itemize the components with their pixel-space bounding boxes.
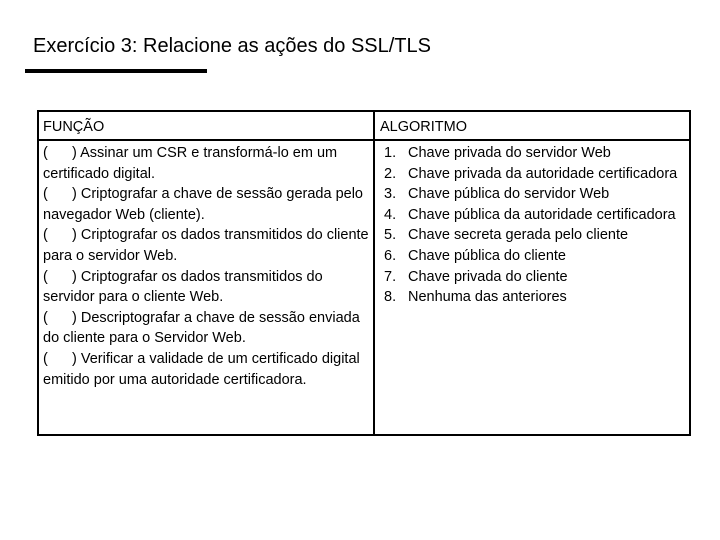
algoritmo-item: [384, 225, 684, 246]
answer-blank[interactable]: ( ): [43, 186, 77, 203]
algoritmo-number: 3.: [384, 186, 397, 203]
algoritmo-text: Chave pública da autoridade certificadora: [408, 206, 676, 223]
algoritmo-item: [384, 267, 684, 288]
funcao-text: Criptografar os dados transmitidos do cliente para o servidor Web.: [43, 227, 369, 264]
algoritmos-list: [384, 143, 684, 308]
funcoes-list: [43, 143, 369, 390]
algoritmo-number: 7.: [384, 268, 397, 285]
funcao-text: Verificar a validade de um certificado digital emitido por uma autoridade certificadora.: [43, 350, 360, 388]
algoritmo-number: 8.: [384, 289, 397, 306]
answer-blank[interactable]: ( ): [43, 145, 77, 161]
algoritmo-text: Chave pública do cliente: [408, 247, 566, 264]
funcao-item: [43, 308, 369, 349]
algoritmo-text: Chave privada da autoridade certificadora: [408, 165, 678, 182]
algoritmo-text: Chave pública do servidor Web: [408, 186, 610, 203]
algoritmo-item: [384, 246, 684, 267]
algoritmo-text: Chave privada do cliente: [408, 268, 568, 285]
funcao-text: Assinar um CSR e transformá-lo em um certificado digital.: [43, 145, 338, 182]
algoritmo-item: [384, 205, 684, 226]
funcao-text: Criptografar a chave de sessão gerada pelo navegador Web (cliente).: [43, 186, 363, 223]
header-funcao: FUNÇÃO: [43, 119, 105, 135]
funcao-item: [43, 349, 369, 390]
algoritmo-number: 2.: [384, 165, 397, 182]
algoritmo-text: Chave privada do servidor Web: [408, 145, 611, 161]
algoritmo-item: [384, 164, 684, 185]
algoritmo-item: [384, 287, 684, 308]
matching-table: [37, 110, 691, 436]
title-underline: [25, 69, 207, 73]
slide-title: Exercício 3: Relacione as ações do SSL/TLS: [33, 35, 431, 57]
algoritmo-number: 5.: [384, 227, 397, 244]
answer-blank[interactable]: ( ): [43, 227, 77, 244]
header-algoritmo: ALGORITMO: [380, 119, 468, 135]
column-divider: [373, 112, 375, 434]
header-divider: [39, 139, 689, 141]
algoritmo-number: 6.: [384, 247, 397, 264]
funcao-text: Criptografar os dados transmitidos do servidor para o cliente Web.: [43, 268, 323, 306]
funcao-item: [43, 225, 369, 266]
algoritmo-number: 4.: [384, 206, 397, 223]
algoritmo-item: [384, 143, 684, 164]
funcao-item: [43, 267, 369, 308]
algoritmo-text: Chave secreta gerada pelo cliente: [408, 227, 629, 244]
algoritmo-number: 1.: [384, 145, 397, 161]
funcao-text: Descriptografar a chave de sessão enviada do cliente para o Servidor Web.: [43, 309, 360, 347]
algoritmo-text: Nenhuma das anteriores: [408, 289, 567, 306]
funcao-item: [43, 143, 369, 184]
answer-blank[interactable]: ( ): [43, 268, 77, 285]
answer-blank[interactable]: ( ): [43, 350, 77, 367]
funcao-item: [43, 184, 369, 225]
answer-blank[interactable]: ( ): [43, 309, 77, 326]
algoritmo-item: [384, 184, 684, 205]
